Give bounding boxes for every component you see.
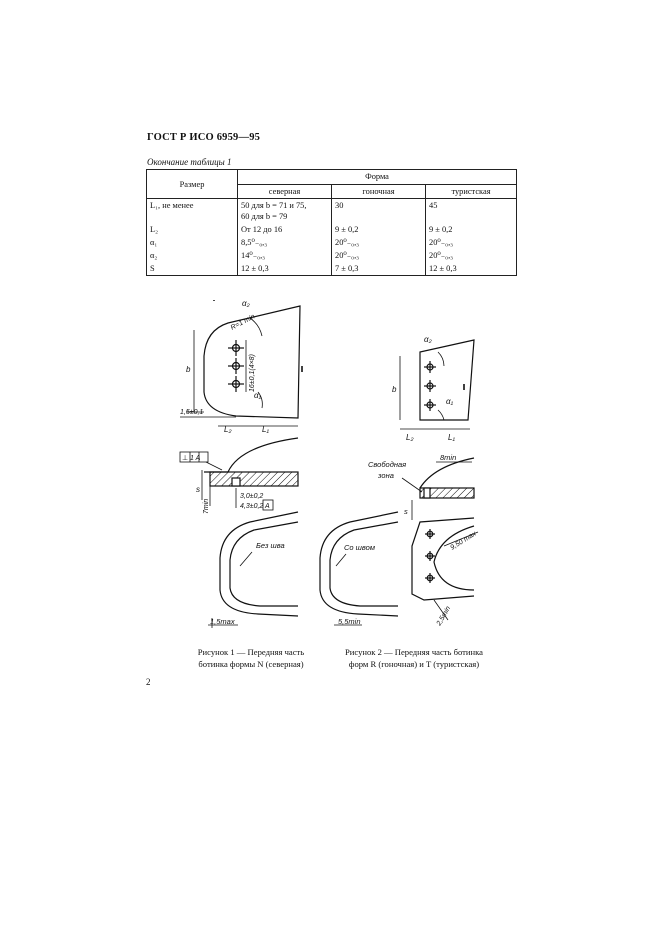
- subcolumn-north: северная: [238, 184, 332, 199]
- fig2-alpha2: α₂: [424, 335, 432, 344]
- figure2-top-view: [400, 340, 474, 429]
- subcolumn-touring: туристская: [426, 184, 517, 199]
- fig2-s: s: [404, 507, 408, 516]
- fig1-max: 1,5max: [210, 617, 235, 626]
- fig2-L1: L₁: [448, 433, 455, 442]
- table-row: S 12 ± 0,3 7 ± 0,3 12 ± 0,3: [147, 262, 517, 276]
- fig1-radius: R=1 min: [229, 313, 257, 332]
- fig1-s: s: [196, 485, 200, 494]
- fig2-alpha1: α₁: [446, 397, 454, 406]
- fig2-max: 9,50 max: [449, 530, 478, 552]
- document-header: ГОСТ Р ИСО 6959—95: [147, 132, 261, 143]
- fig2-free-zone-2: зона: [378, 471, 394, 480]
- table-row: α₁ 8,5⁰₋₀,₃ 20⁰₋₀,₃ 20⁰₋₀,₃: [147, 236, 517, 249]
- fig1-alpha1: α₁: [254, 391, 262, 400]
- fig2-with-seam: Со швом: [344, 543, 375, 552]
- fig1-A: A: [265, 503, 270, 510]
- figure1-bottom-view: [208, 512, 298, 628]
- fig2-min: 8min: [440, 453, 457, 462]
- fig1-b: b: [186, 365, 191, 374]
- table-row: L₂ От 12 до 16 9 ± 0,2 9 ± 0,2: [147, 223, 517, 236]
- figure1-section-view: [180, 438, 298, 510]
- fig1-datum: ⊥ 1 A: [182, 455, 201, 462]
- fig2-free-zone: Свободная: [368, 460, 407, 469]
- fig1-min: 7min: [203, 498, 210, 514]
- column-header-size: Размер: [147, 170, 238, 199]
- table-caption: Окончание таблицы 1: [147, 157, 232, 167]
- subcolumn-racing: гоночная: [332, 184, 426, 199]
- fig1-no-seam: Без шва: [256, 541, 285, 550]
- figure2-bottom-middle-view: [320, 512, 398, 625]
- fig2-min3: 2,5min: [435, 605, 453, 627]
- fig1-tol: 1,5±0,1: [180, 409, 204, 416]
- table-row: α₂ 14⁰₋₀,₃ 20⁰₋₀,₃ 20⁰₋₀,₃: [147, 249, 517, 262]
- fig1-L2: L₂: [224, 425, 232, 434]
- column-header-form: Форма: [238, 170, 517, 185]
- fig1-dim2: 4,3±0,2: [240, 503, 264, 510]
- fig2-L2: L₂: [406, 433, 414, 442]
- fig2-min2: 5,5min: [338, 617, 361, 626]
- page-number: 2: [146, 677, 151, 687]
- table-row: L₁, не менее 50 для b = 71 и 75, 60 для b = 79 30 45: [147, 199, 517, 224]
- fig1-holes: 16±0,1(4×8): [249, 354, 256, 392]
- fig1-alpha2: α₂: [242, 299, 250, 308]
- fig1-L1: L₁: [262, 425, 269, 434]
- figure2-section-view: [402, 458, 474, 520]
- figure2-caption: Рисунок 2 — Передняя часть ботинка форм R (гоночная) и T (туристская): [345, 647, 483, 669]
- fig2-b: b: [392, 385, 397, 394]
- figure1-caption: Рисунок 1 — Передняя часть ботинка формы N (северная): [197, 647, 305, 669]
- fig1-dim1: 3,0±0,2: [240, 493, 264, 500]
